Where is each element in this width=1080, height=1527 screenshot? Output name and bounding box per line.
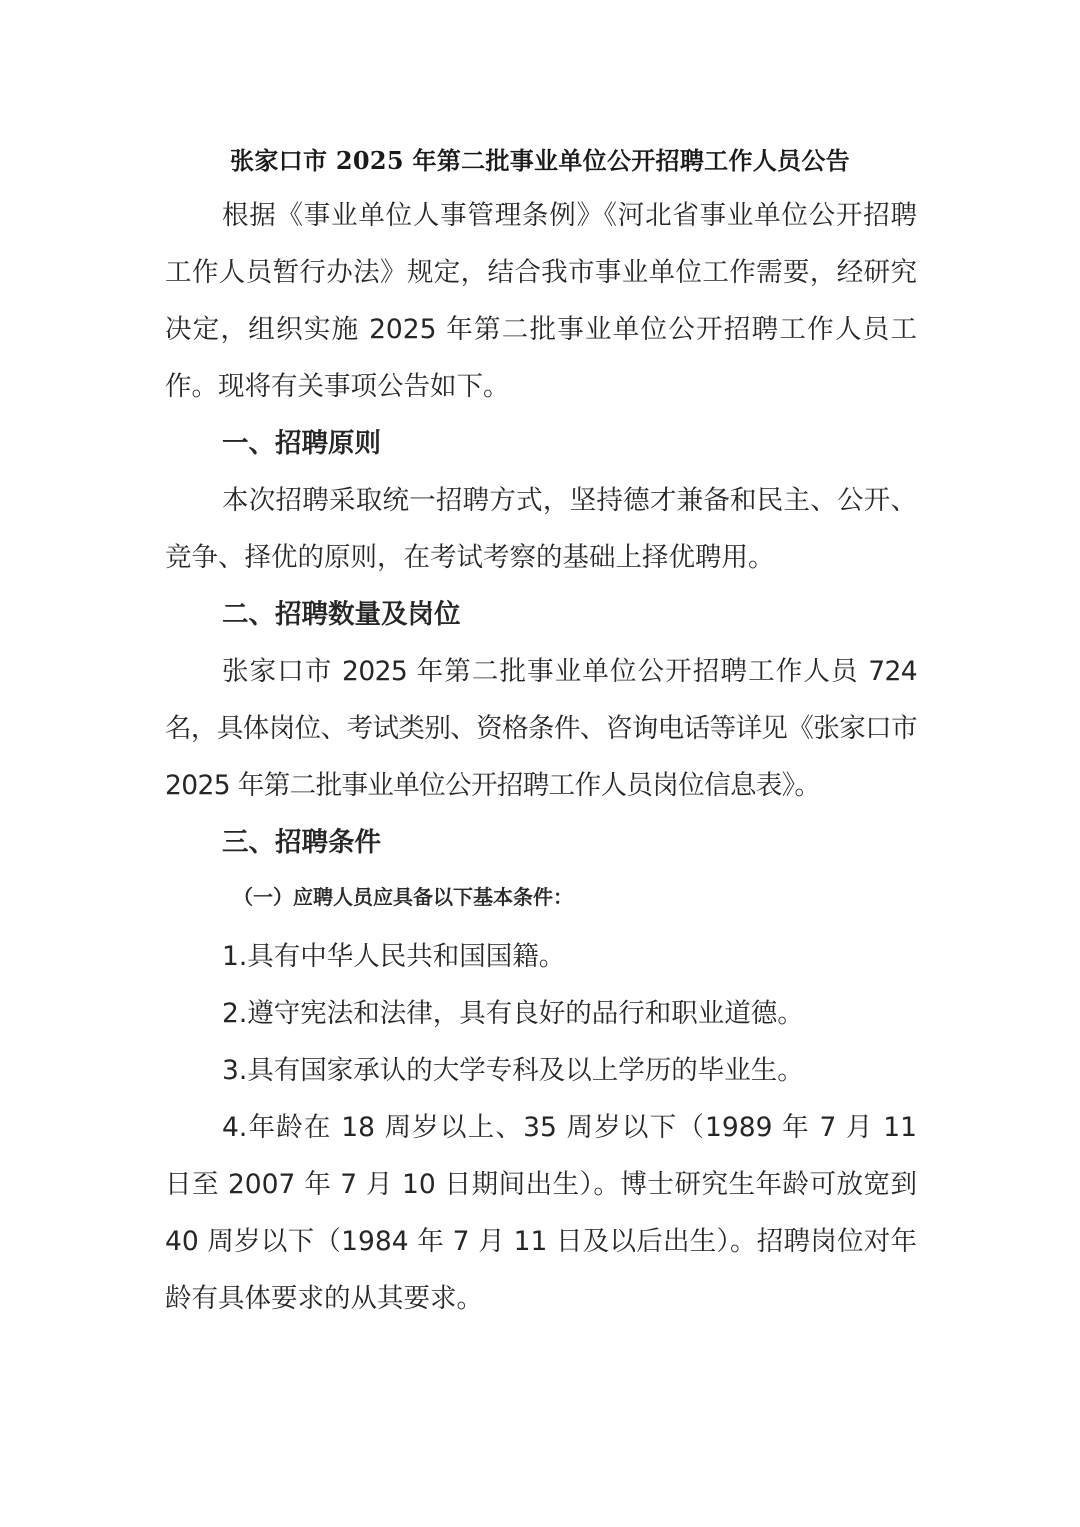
section-heading-principles: 一、招聘原则 — [222, 428, 381, 459]
section-text-principles: 本次招聘采取统一招聘方式，坚持德才兼备和民主、公开、竞争、择优的原则，在考试考察的基础上择优聘用。 — [165, 485, 917, 573]
condition-item-1: 1.具有中华人民共和国国籍。 — [222, 941, 566, 972]
subsection-heading-basic-conditions: （一）应聘人员应具备以下基本条件： — [233, 885, 573, 909]
condition-item-2: 2.遵守宪法和法律，具有良好的品行和职业道德。 — [222, 998, 804, 1029]
intro-paragraph: 根据《事业单位人事管理条例》《河北省事业单位公开招聘工作人员暂行办法》规定，结合我市事业单位工作需要，经研究决定，组织实施 2025 年第二批事业单位公开招聘工作人员工作。现将有关事项公告如下。 — [165, 200, 917, 402]
document-body — [165, 187, 917, 1327]
condition-item-4: 4.年龄在 18 周岁以上、35 周岁以下（1989 年 7 月 11 日至 2007 年 7 月 10 日期间出生）。博士研究生年龄可放宽到 40 周岁以下（1984 年 7 月 11 日及以后出生）。招聘岗位对年龄有具体要求的从其要求。 — [165, 1112, 917, 1314]
section-heading-positions: 二、招聘数量及岗位 — [222, 599, 461, 630]
section-text-positions: 张家口市 2025 年第二批事业单位公开招聘工作人员 724 名，具体岗位、考试类别、资格条件、咨询电话等详见《张家口市 2025 年第二批事业单位公开招聘工作人员岗位信息表》。 — [165, 656, 917, 801]
document-title: 张家口市 2025 年第二批事业单位公开招聘工作人员公告 — [230, 146, 850, 175]
section-heading-conditions: 三、招聘条件 — [222, 827, 381, 858]
condition-item-3: 3.具有国家承认的大学专科及以上学历的毕业生。 — [222, 1055, 804, 1086]
